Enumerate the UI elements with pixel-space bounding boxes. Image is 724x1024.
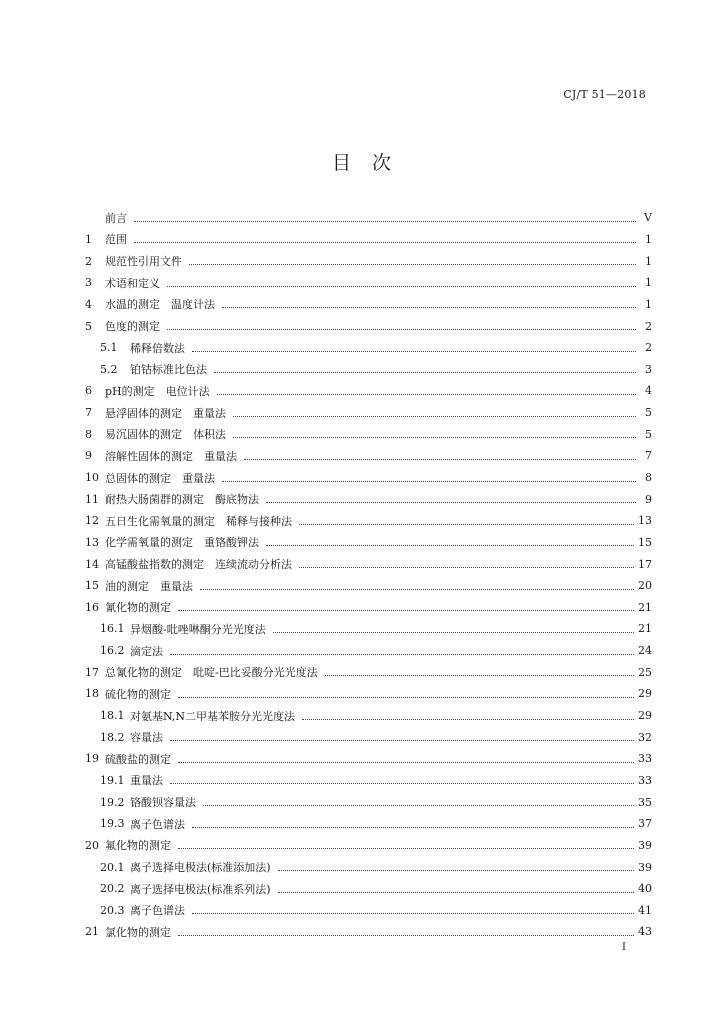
toc-entry-number: 16 — [85, 600, 99, 614]
toc-entry-number: 19.2 — [100, 795, 125, 809]
dot-leader — [178, 696, 634, 698]
toc-entry-number: 14 — [85, 557, 99, 571]
toc-entry[interactable] — [85, 207, 652, 229]
dot-leader — [222, 480, 636, 482]
toc-entry-page: 37 — [638, 817, 652, 831]
toc-entry-title: 氟化物的测定 — [105, 839, 171, 853]
toc-entry-number: 19.1 — [100, 773, 125, 787]
dot-leader — [167, 328, 636, 330]
dot-leader — [244, 458, 636, 460]
dot-leader — [299, 523, 634, 525]
toc-entry[interactable] — [85, 445, 652, 467]
toc-entry-title: 对氨基N,N二甲基苯胺分光光度法 — [130, 709, 296, 723]
toc-entry[interactable] — [85, 380, 652, 402]
toc-entry-title: 滴定法 — [130, 644, 163, 658]
toc-entry[interactable] — [85, 272, 652, 294]
toc-entry-title: 规范性引用文件 — [105, 255, 182, 269]
toc-entry-title: 色度的测定 — [105, 320, 160, 334]
toc-entry-page: 20 — [638, 579, 652, 593]
toc-entry-number: 5.1 — [100, 341, 118, 355]
dot-leader — [217, 393, 636, 395]
dot-leader — [178, 761, 634, 763]
toc-entry-title: 化学需氧量的测定 重铬酸钾法 — [105, 536, 259, 550]
toc-entry-title: 异烟酸-吡唑啉酮分光光度法 — [130, 622, 266, 636]
table-of-contents — [85, 207, 652, 943]
toc-entry-number: 20.2 — [100, 882, 125, 896]
toc-entry[interactable] — [85, 423, 652, 445]
toc-entry-number: 3 — [85, 276, 92, 290]
toc-entry-page: 39 — [638, 860, 652, 874]
toc-entry-page: 1 — [645, 254, 652, 268]
toc-entry-page: 25 — [638, 665, 652, 679]
toc-entry-title: 总氰化物的测定 吡啶-巴比妥酸分光光度法 — [105, 666, 318, 680]
dot-leader — [192, 912, 634, 914]
toc-entry[interactable] — [85, 532, 652, 554]
dot-leader — [214, 371, 636, 373]
toc-entry-page: 5 — [645, 427, 652, 441]
toc-entry-page: 39 — [638, 838, 652, 852]
toc-entry-title: 范围 — [105, 233, 127, 247]
toc-entry-number: 12 — [85, 514, 99, 528]
toc-entry-number: 13 — [85, 535, 99, 549]
toc-entry-title: 铂钴标准比色法 — [130, 363, 207, 377]
dot-leader — [200, 588, 634, 590]
toc-entry[interactable] — [85, 878, 652, 900]
toc-entry-number: 16.2 — [100, 644, 125, 658]
dot-leader — [273, 631, 634, 633]
toc-entry-number: 5 — [85, 319, 92, 333]
toc-entry[interactable] — [85, 229, 652, 251]
toc-entry-number: 18 — [85, 687, 99, 701]
dot-leader — [302, 718, 634, 720]
toc-entry-number: 21 — [85, 925, 99, 939]
dot-leader — [178, 609, 634, 611]
toc-entry-title: 氯化物的测定 — [105, 925, 171, 939]
toc-entry-title: 油的测定 重量法 — [105, 579, 193, 593]
toc-entry[interactable] — [85, 553, 652, 575]
toc-entry[interactable] — [85, 726, 652, 748]
toc-entry[interactable] — [85, 921, 652, 943]
toc-entry[interactable] — [85, 337, 652, 359]
toc-entry-page: 29 — [638, 687, 652, 701]
toc-entry-page: 2 — [645, 341, 652, 355]
dot-leader — [222, 306, 636, 308]
toc-entry-page: 4 — [645, 384, 652, 398]
toc-entry-number: 8 — [85, 427, 92, 441]
dot-leader — [167, 285, 636, 287]
toc-entry-number: 19 — [85, 752, 99, 766]
toc-entry-page: 41 — [638, 903, 652, 917]
toc-entry-page: 15 — [638, 535, 652, 549]
toc-entry-page: 17 — [638, 557, 652, 571]
toc-entry-page: 21 — [638, 622, 652, 636]
toc-entry-page: 33 — [638, 773, 652, 787]
toc-entry[interactable] — [85, 597, 652, 619]
toc-entry-page: 40 — [638, 882, 652, 896]
toc-entry[interactable] — [85, 358, 652, 380]
dot-leader — [170, 653, 634, 655]
page-title: 目 次 — [331, 152, 392, 174]
toc-entry-title: pH的测定 电位计法 — [105, 384, 210, 398]
toc-entry-page: 1 — [645, 232, 652, 246]
toc-entry-number: 9 — [85, 449, 92, 463]
toc-entry-title: 稀释倍数法 — [130, 341, 185, 355]
toc-entry-title: 前言 — [105, 211, 127, 225]
toc-entry-page: 2 — [645, 319, 652, 333]
toc-entry[interactable] — [85, 770, 652, 792]
toc-entry-page: 24 — [638, 644, 652, 658]
dot-leader — [134, 220, 636, 222]
toc-entry-page: 13 — [638, 514, 652, 528]
toc-entry-page: 21 — [638, 600, 652, 614]
toc-entry-page: 3 — [645, 362, 652, 376]
toc-entry-title: 离子色谱法 — [130, 904, 185, 918]
toc-entry[interactable] — [85, 250, 652, 272]
dot-leader — [170, 782, 634, 784]
toc-entry-page: 35 — [638, 795, 652, 809]
toc-entry[interactable] — [85, 856, 652, 878]
toc-entry[interactable] — [85, 488, 652, 510]
toc-entry-title: 易沉固体的测定 体积法 — [105, 428, 226, 442]
toc-entry[interactable] — [85, 294, 652, 316]
toc-entry[interactable] — [85, 315, 652, 337]
page-number: I — [622, 942, 626, 953]
dot-leader — [266, 544, 634, 546]
toc-entry-title: 重量法 — [130, 774, 163, 788]
toc-entry-page: 1 — [645, 297, 652, 311]
toc-entry-page: 33 — [638, 752, 652, 766]
toc-entry-title: 五日生化需氧量的测定 稀释与接种法 — [105, 514, 292, 528]
toc-entry-number: 20.1 — [100, 860, 125, 874]
dot-leader — [233, 436, 636, 438]
toc-entry-page: 32 — [638, 730, 652, 744]
toc-entry-page: 43 — [638, 925, 652, 939]
toc-entry[interactable] — [85, 661, 652, 683]
toc-entry-number: 5.2 — [100, 362, 118, 376]
toc-entry-title: 容量法 — [130, 731, 163, 745]
toc-entry-title: 硫酸盐的测定 — [105, 752, 171, 766]
dot-leader — [203, 804, 634, 806]
toc-entry-page: 29 — [638, 709, 652, 723]
toc-entry-title: 铬酸钡容量法 — [130, 796, 196, 810]
toc-entry-title: 术语和定义 — [105, 276, 160, 290]
dot-leader — [170, 739, 634, 741]
toc-entry-number: 2 — [85, 254, 92, 268]
toc-entry-title: 离子选择电极法(标准添加法) — [130, 861, 271, 875]
toc-entry-number: 1 — [85, 232, 92, 246]
toc-entry[interactable] — [85, 748, 652, 770]
standard-code: CJ/T 51—2018 — [563, 88, 646, 101]
dot-leader — [266, 501, 636, 503]
toc-entry[interactable] — [85, 705, 652, 727]
toc-entry[interactable] — [85, 683, 652, 705]
toc-entry-number: 19.3 — [100, 817, 125, 831]
toc-entry-title: 溶解性固体的测定 重量法 — [105, 449, 237, 463]
toc-entry-number: 4 — [85, 297, 92, 311]
toc-entry[interactable] — [85, 467, 652, 489]
toc-entry-title: 离子色谱法 — [130, 817, 185, 831]
dot-leader — [325, 674, 634, 676]
toc-entry-number: 20.3 — [100, 903, 125, 917]
dot-leader — [178, 847, 634, 849]
dot-leader — [278, 891, 634, 893]
toc-entry-title: 离子选择电极法(标准系列法) — [130, 882, 271, 896]
toc-entry-page: 9 — [645, 492, 652, 506]
toc-entry[interactable] — [85, 900, 652, 922]
toc-entry[interactable] — [85, 791, 652, 813]
toc-entry[interactable] — [85, 575, 652, 597]
toc-entry[interactable] — [85, 402, 652, 424]
toc-entry-number: 20 — [85, 838, 99, 852]
toc-entry-number: 18.1 — [100, 709, 125, 723]
toc-entry[interactable] — [85, 618, 652, 640]
toc-entry-title: 硫化物的测定 — [105, 687, 171, 701]
toc-entry-page: 5 — [645, 406, 652, 420]
toc-entry-page: 7 — [645, 449, 652, 463]
toc-entry-title: 悬浮固体的测定 重量法 — [105, 406, 226, 420]
dot-leader — [134, 241, 636, 243]
toc-entry[interactable] — [85, 640, 652, 662]
dot-leader — [278, 869, 634, 871]
toc-entry-number: 17 — [85, 665, 99, 679]
dot-leader — [233, 415, 636, 417]
toc-entry-number: 7 — [85, 406, 92, 420]
toc-entry-title: 氰化物的测定 — [105, 601, 171, 615]
toc-entry[interactable] — [85, 813, 652, 835]
toc-entry-number: 15 — [85, 579, 99, 593]
toc-entry-number: 11 — [85, 492, 99, 506]
toc-entry-title: 耐热大肠菌群的测定 酶底物法 — [105, 493, 259, 507]
dot-leader — [178, 934, 634, 936]
dot-leader — [192, 826, 634, 828]
toc-entry-number: 10 — [85, 471, 99, 484]
toc-entry-page: V — [644, 211, 652, 225]
toc-entry-page: 1 — [645, 276, 652, 290]
dot-leader — [192, 350, 636, 352]
dot-leader — [299, 566, 634, 568]
dot-leader — [189, 263, 636, 265]
toc-entry-number: 18.2 — [100, 730, 125, 744]
toc-entry-number: 6 — [85, 384, 92, 398]
toc-entry[interactable] — [85, 835, 652, 857]
toc-entry-title: 总固体的测定 重量法 — [105, 471, 215, 485]
toc-entry-page: 8 — [645, 471, 652, 484]
toc-entry-number: 16.1 — [100, 622, 125, 636]
toc-entry-title: 水温的测定 温度计法 — [105, 298, 215, 312]
toc-entry-title: 高锰酸盐指数的测定 连续流动分析法 — [105, 558, 292, 572]
toc-entry[interactable] — [85, 510, 652, 532]
